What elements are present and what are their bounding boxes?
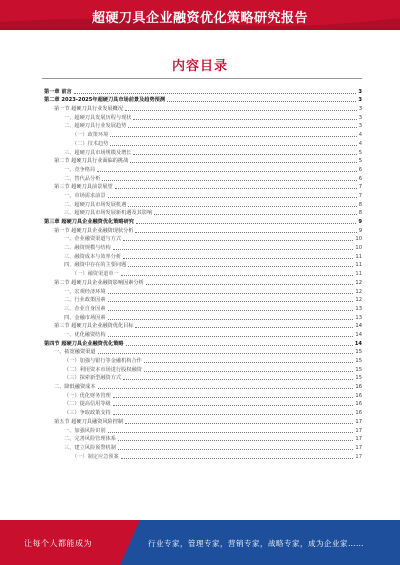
- toc-entry-text: 二、完善风险管理体系: [64, 436, 116, 443]
- toc-entry[interactable]: [44, 295, 362, 304]
- toc-dot-leader: [108, 196, 357, 198]
- toc-entry[interactable]: [44, 451, 362, 460]
- toc-entry-text: 第五节 超硬刀具融资风险控制: [54, 418, 124, 425]
- toc-dot-leader: [108, 318, 354, 320]
- toc-dot-leader: [113, 404, 354, 406]
- toc-entry-text: 第一章 前言: [44, 88, 72, 95]
- toc-entry[interactable]: [44, 373, 362, 382]
- toc-entry[interactable]: [44, 347, 362, 356]
- toc-page-number: 16: [355, 401, 362, 408]
- toc-entry[interactable]: [44, 121, 362, 130]
- toc-dot-leader: [125, 422, 353, 424]
- toc-entry-text: 二、融资规模与结构: [64, 245, 111, 252]
- toc-entry-text: 三、企业自身因素: [64, 305, 106, 312]
- toc-entry-text: 二、行业政策因素: [64, 297, 106, 304]
- toc-dot-leader: [135, 231, 356, 233]
- toc-page-number: 16: [355, 392, 362, 399]
- toc-entry-text: 三、超硬刀具市场发展新机遇及其影响: [64, 210, 153, 217]
- table-of-contents: [44, 86, 362, 460]
- toc-entry-text: 一、市场需求前景: [64, 192, 106, 199]
- toc-entry[interactable]: [44, 286, 362, 295]
- toc-page-number: 16: [355, 384, 362, 391]
- toc-entry[interactable]: [44, 190, 362, 199]
- toc-entry[interactable]: [44, 156, 362, 165]
- toc-entry[interactable]: [44, 208, 362, 217]
- toc-entry-text: 四、金融市场因素: [64, 314, 106, 321]
- toc-dot-leader: [125, 109, 357, 111]
- toc-page-number: 9: [358, 219, 362, 225]
- toc-entry[interactable]: [44, 260, 362, 269]
- toc-entry[interactable]: [44, 381, 362, 390]
- toc-top-rule: [42, 78, 362, 79]
- toc-entry[interactable]: [44, 364, 362, 373]
- toc-page-number: 12: [355, 297, 362, 304]
- toc-dot-leader: [121, 457, 354, 459]
- toc-page-number: 11: [355, 262, 362, 269]
- toc-entry[interactable]: [44, 164, 362, 173]
- toc-entry[interactable]: [44, 442, 362, 451]
- toc-entry-text: 第三章 超硬刀具企业融资优化策略研究: [44, 219, 134, 225]
- toc-dot-leader: [133, 153, 356, 155]
- toc-page-number: 4: [358, 140, 362, 147]
- toc-page-number: 3: [358, 97, 362, 104]
- footer-slogan-left: 让每个人都能成为: [24, 539, 92, 548]
- toc-page-number: 5: [358, 158, 362, 165]
- toc-dot-leader: [123, 239, 353, 241]
- toc-entry-text: 一、超硬刀具发展历程与现状: [64, 114, 132, 121]
- toc-dot-leader: [123, 257, 353, 259]
- toc-dot-leader: [102, 179, 356, 181]
- toc-entry-text: 第二节 超硬刀具企业融资影响因素分析: [54, 279, 144, 286]
- toc-page-number: 13: [355, 314, 362, 321]
- toc-entry[interactable]: [44, 321, 362, 330]
- toc-entry[interactable]: [44, 303, 362, 312]
- toc-entry-text: 四、融资中存在的主要问题: [64, 262, 127, 269]
- toc-dot-leader: [130, 161, 356, 163]
- toc-page-number: 6: [358, 166, 362, 173]
- report-header: [0, 0, 400, 30]
- toc-page-number: 10: [355, 236, 362, 243]
- toc-entry-text: 二、超硬刀具市场发展机遇: [64, 201, 127, 208]
- report-title: 超硬刀具企业融资优化策略研究报告: [91, 11, 308, 26]
- toc-page-number: 12: [355, 288, 362, 295]
- toc-dot-leader: [110, 144, 356, 146]
- toc-page-number: 13: [355, 305, 362, 312]
- toc-page-number: 7: [358, 184, 362, 191]
- toc-entry[interactable]: [44, 399, 362, 408]
- toc-entry[interactable]: [44, 95, 362, 104]
- toc-entry-text: 第四节 超硬刀具企业融资优化策略: [44, 340, 124, 347]
- toc-page-number: 4: [358, 132, 362, 139]
- toc-page-number: 3: [358, 123, 362, 130]
- toc-dot-leader: [121, 274, 354, 276]
- toc-entry[interactable]: [44, 182, 362, 191]
- toc-dot-leader: [118, 439, 354, 441]
- toc-entry[interactable]: [44, 86, 362, 95]
- toc-dot-leader: [110, 135, 356, 137]
- toc-entry-text: 三、融资成本与效率分析: [64, 253, 122, 260]
- toc-dot-leader: [144, 370, 354, 372]
- toc-dot-leader: [136, 222, 356, 224]
- toc-page-number: 14: [355, 331, 362, 338]
- toc-entry-text: （一）政策环境: [72, 132, 109, 139]
- toc-entry-text: 第二章 2023-2025年超硬刀具市场前景及趋势预测: [44, 97, 166, 104]
- toc-dot-leader: [154, 213, 356, 215]
- toc-page-number: 11: [355, 271, 362, 278]
- toc-entry[interactable]: [44, 329, 362, 338]
- toc-dot-leader: [113, 248, 354, 250]
- toc-entry-text: 第二节 超硬刀具行业面临的挑战: [54, 158, 129, 165]
- toc-dot-leader: [133, 118, 356, 120]
- toc-page-number: 14: [355, 323, 362, 330]
- toc-entry[interactable]: [44, 234, 362, 243]
- toc-page-number: 15: [355, 375, 362, 382]
- toc-dot-leader: [108, 309, 354, 311]
- toc-entry[interactable]: [44, 129, 362, 138]
- toc-page-number: 9: [358, 227, 362, 234]
- toc-entry-text: （三）探索新型融资方式: [64, 375, 122, 382]
- toc-page-number: 15: [355, 349, 362, 356]
- toc-page-number: 3: [358, 106, 362, 113]
- toc-entry-text: 二、降低融资成本: [54, 384, 96, 391]
- toc-entry[interactable]: [44, 216, 362, 225]
- toc-dot-leader: [118, 448, 354, 450]
- toc-entry-text: 三、建立风险预警机制: [64, 444, 116, 451]
- toc-page-number: 3: [358, 114, 362, 121]
- toc-entry[interactable]: [44, 138, 362, 147]
- toc-entry-text: 一、加强风险识别: [64, 427, 106, 434]
- toc-entry-text: （一）融资渠道单一: [72, 271, 119, 278]
- toc-page-number: 11: [355, 253, 362, 260]
- toc-entry-text: 一、竞争格局: [64, 166, 96, 173]
- toc-entry-text: 三、超硬刀具市场规模及增长: [64, 149, 132, 156]
- toc-dot-leader: [108, 292, 354, 294]
- toc-page-number: 14: [354, 340, 362, 347]
- toc-entry-text: 第三节 超硬刀具企业融资优化目标: [54, 323, 134, 330]
- toc-dot-leader: [108, 335, 354, 337]
- toc-entry[interactable]: [44, 103, 362, 112]
- toc-dot-leader: [128, 126, 356, 128]
- toc-entry-text: 一、宏观经济环境: [64, 288, 106, 295]
- toc-entry[interactable]: [44, 425, 362, 434]
- toc-dot-leader: [126, 344, 353, 346]
- toc-page-number: 17: [355, 436, 362, 443]
- toc-dot-leader: [113, 413, 354, 415]
- toc-page-number: 17: [355, 444, 362, 451]
- toc-entry[interactable]: [44, 199, 362, 208]
- footer-slogan-right: 行业专家，管理专家，营销专家，战略专家，成为企业家……: [148, 539, 364, 548]
- toc-entry-text: 一、优化融资结构: [64, 331, 106, 338]
- toc-entry-text: （一）优化财务管理: [64, 392, 111, 399]
- toc-entry[interactable]: [44, 390, 362, 399]
- toc-entry[interactable]: [44, 268, 362, 277]
- toc-dot-leader: [113, 396, 354, 398]
- toc-dot-leader: [97, 170, 357, 172]
- toc-entry[interactable]: [44, 251, 362, 260]
- toc-entry-text: （三）争取政策支持: [64, 410, 111, 417]
- toc-entry-text: 二、超硬刀具行业发展趋势: [64, 123, 127, 130]
- toc-entry[interactable]: [44, 434, 362, 443]
- toc-page-number: 15: [355, 358, 362, 364]
- toc-heading: 内容目录: [171, 59, 228, 74]
- toc-page-number: 15: [355, 366, 362, 373]
- toc-dot-leader: [146, 283, 354, 285]
- toc-page-number: 17: [355, 427, 362, 434]
- toc-entry[interactable]: [44, 225, 362, 234]
- toc-entry-text: （一）制定应急预案: [72, 453, 119, 460]
- toc-page-number: 6: [358, 175, 362, 182]
- toc-dot-leader: [108, 431, 354, 433]
- toc-dot-leader: [128, 265, 353, 267]
- toc-page-number: 7: [358, 192, 362, 199]
- toc-dot-leader: [128, 205, 356, 207]
- toc-entry-text: （一）加强与银行等金融机构合作: [64, 358, 142, 364]
- toc-entry[interactable]: [44, 338, 362, 347]
- toc-dot-leader: [135, 326, 353, 328]
- toc-entry-text: 第一节 超硬刀具行业发展概况: [54, 106, 124, 113]
- toc-page-number: 3: [358, 88, 362, 95]
- toc-page-number: 10: [355, 245, 362, 252]
- footer-banner: [0, 520, 400, 565]
- toc-entry-text: （二）利用资本市场进行股权融资: [64, 366, 142, 373]
- toc-entry-text: 第一节 超硬刀具企业融资现状分析: [54, 227, 134, 234]
- toc-entry-text: （二）技术趋势: [72, 140, 109, 147]
- toc-dot-leader: [123, 378, 353, 380]
- toc-entry-text: 二、替代品分析: [64, 175, 101, 182]
- toc-entry[interactable]: [44, 355, 362, 364]
- toc-page-number: 16: [355, 410, 362, 417]
- toc-entry[interactable]: [44, 277, 362, 286]
- toc-entry[interactable]: [44, 407, 362, 416]
- toc-entry-text: 一、企业融资渠道与方式: [64, 236, 122, 243]
- toc-entry[interactable]: [44, 112, 362, 121]
- toc-page-number: 5: [358, 149, 362, 156]
- toc-dot-leader: [167, 100, 356, 102]
- toc-dot-leader: [115, 187, 357, 189]
- toc-entry-text: （二）提高信用等级: [64, 401, 111, 408]
- toc-page-number: 17: [355, 453, 362, 460]
- toc-page-number: 12: [355, 279, 362, 286]
- toc-entry-text: 一、拓宽融资渠道: [54, 349, 96, 356]
- toc-dot-leader: [144, 361, 354, 363]
- toc-entry[interactable]: [44, 312, 362, 321]
- toc-entry-text: 第三节 超硬刀具前景展望: [54, 184, 113, 191]
- toc-dot-leader: [74, 92, 357, 94]
- toc-entry[interactable]: [44, 416, 362, 425]
- toc-dot-leader: [98, 387, 354, 389]
- toc-entry[interactable]: [44, 242, 362, 251]
- toc-page-number: 8: [358, 201, 362, 208]
- toc-page-number: 17: [355, 418, 362, 425]
- toc-entry[interactable]: [44, 173, 362, 182]
- toc-entry[interactable]: [44, 147, 362, 156]
- toc-dot-leader: [108, 300, 354, 302]
- toc-dot-leader: [98, 352, 354, 354]
- toc-page-number: 8: [358, 210, 362, 217]
